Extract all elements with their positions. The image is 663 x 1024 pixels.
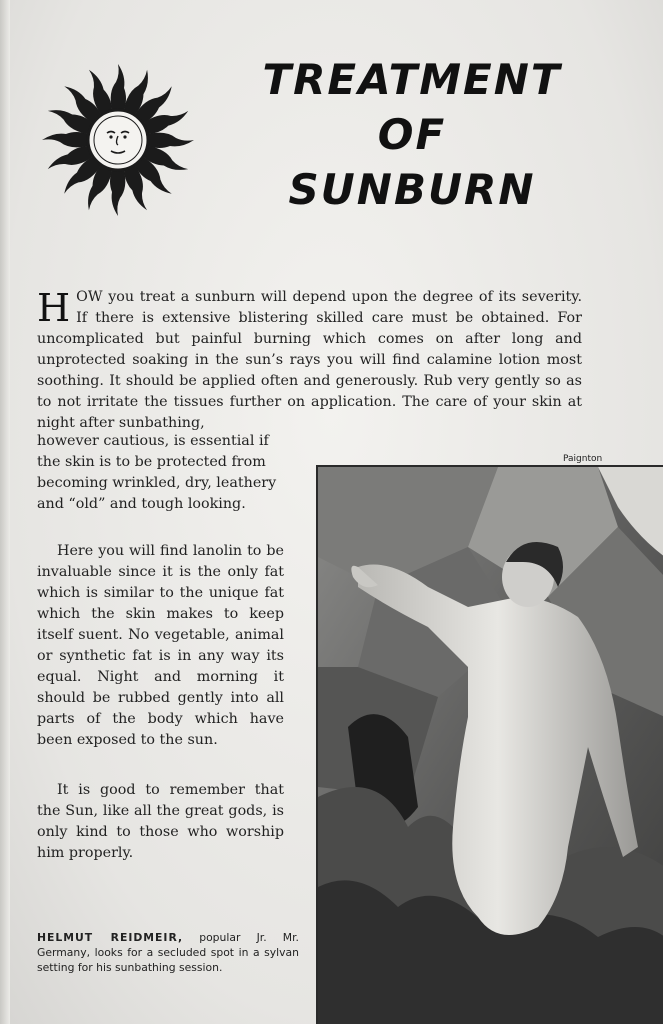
- caption-name: HELMUT REIDMEIR,: [37, 931, 184, 944]
- sun-face-icon: [38, 60, 198, 220]
- sun-ray: [110, 170, 125, 216]
- paragraph-1-text: OW you treat a sunburn will depend upon the degree of its severity. If there is extensive blistering skilled care must be obtained. For uncomplicated but painful burning which comes on after long and unprotected soaking in the sun’s rays you will find calamine lotion most soothing. It should be applied often and generously. Rub very gently so as to not irritate the tissues further on application. The care of your skin at night after sunbathing,: [37, 289, 582, 431]
- page-fold-shadow: [0, 0, 10, 1024]
- photo: [316, 465, 663, 1024]
- article-title: [222, 52, 602, 217]
- paragraph-1-continued: however cautious, is essential if the skin is to be protected from becoming wrinkled, dry, leathery and “old” and tough looking.: [37, 433, 277, 512]
- title-line-3: SUNBURN: [288, 165, 536, 214]
- title-line-1: TREATMENT: [262, 55, 562, 104]
- photo-credit: Paignton: [563, 454, 603, 464]
- sun-ray: [148, 133, 194, 148]
- paragraph-3: It is good to remember that the Sun, like all the great gods, is only kind to those who worship him properly.: [37, 782, 284, 861]
- paragraph-1: [37, 287, 582, 434]
- caption-text: popular Jr. Mr. Germany, looks for a secluded spot in a sylvan setting for his sunbathing session.: [37, 931, 299, 974]
- sun-ray: [111, 64, 126, 110]
- photo-caption: [37, 930, 299, 975]
- paragraph-2: Here you will find lanolin to be invaluable since it is the only fat which is similar to the unique fat which the skin makes to keep itself suent. No vegetable, animal or synthetic fat is in any way its equal. Night and morning it should be rubbed gently into all parts of the body which have been exposed to the sun.: [37, 543, 284, 748]
- drop-cap: H: [37, 286, 71, 330]
- sun-ray: [42, 132, 88, 147]
- photo-illustration: [318, 467, 663, 1024]
- title-line-2: OF: [377, 110, 447, 159]
